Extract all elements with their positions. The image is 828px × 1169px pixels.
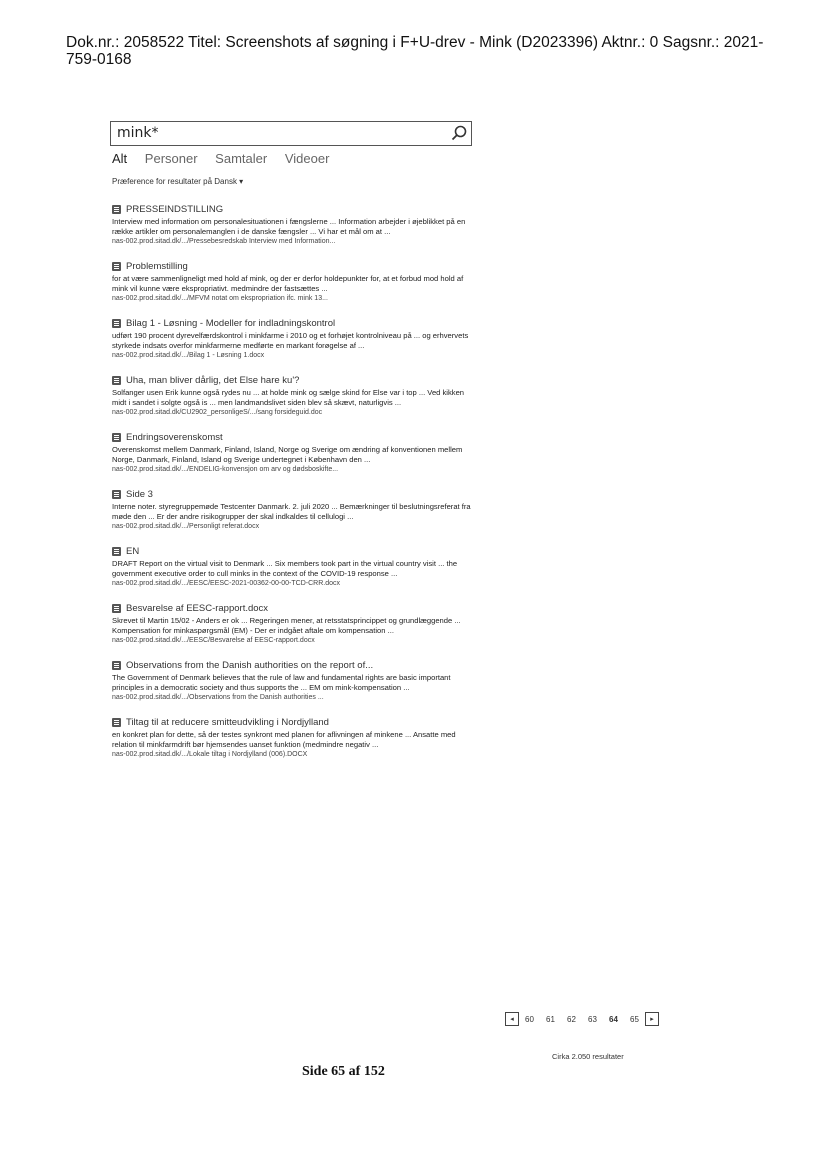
- search-result: [112, 603, 477, 644]
- language-preference[interactable]: Præference for resultater på Dansk ▾: [112, 177, 244, 186]
- result-snippet: DRAFT Report on the virtual visit to Denmark ... Six members took part in the virtual country visit ... the government executive order to cull minks in the context of the COVID-19 response ...: [112, 559, 458, 578]
- result-snippet: The Government of Denmark believes that the rule of law and fundamental rights are basic important principles in a democratic society and thus supports the ... EM om mink-kompensation ...: [112, 673, 451, 692]
- result-title[interactable]: Bilag 1 - Løsning - Modeller for indladningskontrol: [126, 318, 336, 329]
- result-title-row[interactable]: [112, 204, 477, 215]
- search-query: mink*: [117, 125, 159, 141]
- result-title-row[interactable]: [112, 261, 477, 272]
- search-tabs: [112, 151, 343, 166]
- result-path[interactable]: nas-002.prod.sitad.dk/.../EESC/EESC-2021-00362-00-00-TCD-CRR.docx: [112, 580, 340, 587]
- search-result: [112, 204, 477, 245]
- result-title[interactable]: Tiltag til at reducere smitteudvikling i Nordjylland: [126, 717, 329, 728]
- page-link-current[interactable]: 64: [609, 1014, 618, 1024]
- tab-videos[interactable]: Videoer: [284, 151, 330, 166]
- document-icon: [112, 262, 121, 271]
- result-title[interactable]: Endringsoverenskomst: [126, 432, 223, 443]
- document-icon: [112, 205, 121, 214]
- page-link[interactable]: 63: [588, 1014, 597, 1024]
- result-path[interactable]: nas-002.prod.sitad.dk/CU2902_personligeS/.../sang forsideguid.doc: [112, 409, 323, 416]
- result-path[interactable]: nas-002.prod.sitad.dk/.../MFVM notat om ekspropriation ifc. mink 13...: [112, 295, 328, 302]
- result-path[interactable]: nas-002.prod.sitad.dk/.../ENDELIG-konvensjon om arv og dødsboskifte...: [112, 466, 339, 473]
- result-title-row[interactable]: [112, 717, 477, 728]
- search-result: [112, 375, 477, 416]
- document-icon: [112, 376, 121, 385]
- result-title-row[interactable]: [112, 546, 477, 557]
- page-link[interactable]: 60: [525, 1014, 534, 1024]
- result-snippet: Interne noter. styregruppemøde Testcenter Danmark. 2. juli 2020 ... Bemærkninger til beslutningsreferat fra møde den ... Er der andre risikogrupper der skal indkaldes til cellulogi ...: [112, 502, 471, 521]
- result-snippet: Skrevet til Martin 15/02 - Anders er ok ... Regeringen mener, at retsstatsprincippet og grundlæggende ... Kompensation for minkaspørgsmål (EM) - Der er indgået aftale om kompensation ...: [112, 616, 461, 635]
- result-snippet: udført 190 procent dyrevelfærdskontrol i minkfarme i 2010 og et forhøjet kontrolniveau på ... og erhvervets styrkede indsats overfor minkfarmerne medførte en markant forøgelse af ...: [112, 331, 469, 350]
- document-icon: [112, 604, 121, 613]
- chevron-right-icon[interactable]: ▸: [645, 1012, 659, 1026]
- result-path[interactable]: nas-002.prod.sitad.dk/.../Lokale tiltag i Nordjylland (006).DOCX: [112, 751, 308, 758]
- result-path[interactable]: nas-002.prod.sitad.dk/.../Bilag 1 - Løsning 1.docx: [112, 352, 265, 359]
- result-title-row[interactable]: [112, 489, 477, 500]
- page-number: Side 65 af 152: [302, 1064, 385, 1079]
- document-icon: [112, 490, 121, 499]
- result-title[interactable]: Uha, man bliver dårlig, det Else hare ku'?: [126, 375, 300, 386]
- search-result: [112, 432, 477, 473]
- tab-all[interactable]: Alt: [112, 151, 128, 166]
- result-title-row[interactable]: [112, 603, 477, 614]
- document-icon: [112, 661, 121, 670]
- result-title[interactable]: Besvarelse af EESC-rapport.docx: [126, 603, 269, 614]
- results-list: [112, 204, 477, 774]
- result-snippet: Solfanger usen Erik kunne også rydes nu ... at holde mink og sælge skind for Else var i top ... Ved kikken midt i sandet i solgte også is ... men landmandslivet siden blev så skævt, naturligvis ...: [112, 388, 465, 407]
- result-title-row[interactable]: [112, 432, 477, 443]
- result-title-row[interactable]: [112, 375, 477, 386]
- page-link[interactable]: 65: [630, 1014, 639, 1024]
- search-result: [112, 717, 477, 758]
- result-snippet: en konkret plan for dette, så der testes synkront med planen for aflivningen af minkene ... Ansatte med relation til minkfarmdrift bør hjemsendes uanset funktion (medmindre negativ ...: [112, 730, 456, 749]
- search-result: [112, 318, 477, 359]
- chevron-left-icon[interactable]: ◂: [505, 1012, 519, 1026]
- result-title-row[interactable]: [112, 318, 477, 329]
- result-title[interactable]: Problemstilling: [126, 261, 188, 272]
- search-icon[interactable]: [451, 125, 467, 146]
- document-icon: [112, 718, 121, 727]
- document-icon: [112, 433, 121, 442]
- tab-conversations[interactable]: Samtaler: [215, 151, 268, 166]
- document-icon: [112, 547, 121, 556]
- document-icon: [112, 319, 121, 328]
- page-link[interactable]: 61: [546, 1014, 555, 1024]
- result-count: Cirka 2.050 resultater: [552, 1052, 624, 1061]
- result-snippet: Interview med information om personalesituationen i fængslerne ... Information arbejder i øjeblikket på en række artikler om personalemanglen i de danske fængsler ... Vi har et mål om at ...: [112, 217, 466, 236]
- search-result: [112, 546, 477, 587]
- result-title[interactable]: Observations from the Danish authorities on the report of...: [126, 660, 374, 671]
- tab-people[interactable]: Personer: [144, 151, 198, 166]
- search-result: [112, 489, 477, 530]
- search-result: [112, 261, 477, 302]
- result-path[interactable]: nas-002.prod.sitad.dk/.../Pressebesredskab Interview med Information...: [112, 238, 336, 245]
- result-title[interactable]: Side 3: [126, 489, 153, 500]
- result-path[interactable]: nas-002.prod.sitad.dk/.../Personligt referat.docx: [112, 523, 260, 530]
- page-link[interactable]: 62: [567, 1014, 576, 1024]
- document-header: Dok.nr.: 2058522 Titel: Screenshots af søgning i F+U-drev - Mink (D2023396) Aktnr.: 0 Sagsnr.: 2021-759-0168: [66, 34, 764, 68]
- result-title[interactable]: PRESSEINDSTILLING: [126, 204, 224, 215]
- pagination: [505, 1012, 659, 1026]
- result-snippet: Overenskomst mellem Danmark, Finland, Island, Norge og Sverige om ændring af konventionen mellem Norge, Danmark, Finland, Island og Sverige undertegnet i København den ...: [112, 445, 463, 464]
- result-path[interactable]: nas-002.prod.sitad.dk/.../EESC/Besvarelse af EESC-rapport.docx: [112, 637, 315, 644]
- result-path[interactable]: nas-002.prod.sitad.dk/.../Observations from the Danish authorities ...: [112, 694, 324, 701]
- search-input[interactable]: [110, 121, 472, 146]
- result-title-row[interactable]: [112, 660, 477, 671]
- search-result: [112, 660, 477, 701]
- result-title[interactable]: EN: [126, 546, 140, 557]
- result-snippet: for at være sammenligneligt med hold af mink, og der er derfor holdepunkter for, at et forbud mod hold af mink vil kunne være ekspropriativt. medmindre der fastsættes ...: [112, 274, 464, 293]
